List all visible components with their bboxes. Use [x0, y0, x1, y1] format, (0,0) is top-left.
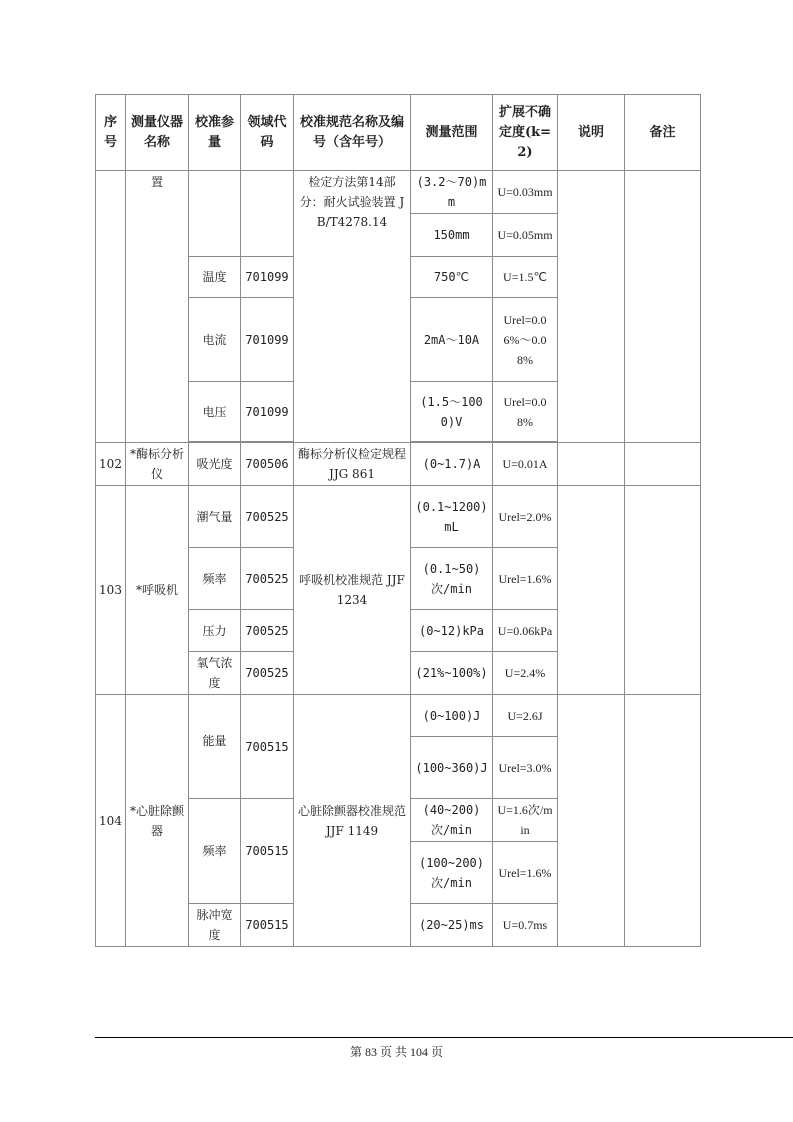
param-cell: 电流	[189, 298, 241, 382]
remark-cell	[625, 443, 701, 486]
param-cell: 电压	[189, 382, 241, 442]
code-cell: 700515	[241, 695, 294, 799]
spec-cell: 心脏除颤器校准规范 JJF 1149	[294, 695, 411, 947]
range-cell: 150mm	[411, 214, 493, 257]
range-cell: 2mA～10A	[411, 298, 493, 382]
seq-cell: 103	[96, 486, 126, 695]
code-cell: 700515	[241, 904, 294, 947]
range-cell: (100~360)J	[411, 737, 493, 799]
range-cell: (0~12)kPa	[411, 610, 493, 652]
uncertainty-cell: Urel=1.6%	[493, 548, 558, 610]
param-cell: 氧气浓度	[189, 652, 241, 695]
table-row	[96, 171, 701, 214]
instrument-cell: 置	[126, 171, 189, 443]
code-cell: 700525	[241, 652, 294, 695]
range-cell: (3.2～70)mm	[411, 171, 493, 214]
instrument-cell: *酶标分析仪	[126, 443, 189, 486]
param-cell: 频率	[189, 548, 241, 610]
header-range: 测量范围	[411, 95, 493, 171]
uncertainty-cell: U=1.5℃	[493, 257, 558, 298]
uncertainty-cell: U=2.4%	[493, 652, 558, 695]
param-cell: 频率	[189, 799, 241, 904]
code-cell: 700506	[241, 443, 294, 486]
remark-cell	[625, 171, 701, 443]
instrument-cell: *呼吸机	[126, 486, 189, 695]
footer-divider	[95, 1037, 793, 1038]
param-cell: 压力	[189, 610, 241, 652]
page-footer: 第 83 页 共 104 页	[349, 1045, 443, 1059]
uncertainty-cell: Urel=3.0%	[493, 737, 558, 799]
param-cell	[189, 171, 241, 257]
uncertainty-cell: Urel=1.6%	[493, 842, 558, 904]
uncertainty-cell: Urel=0.06%～0.08%	[493, 298, 558, 382]
uncertainty-cell: Urel=0.08%	[493, 382, 558, 442]
uncertainty-cell: Urel=2.0%	[493, 486, 558, 548]
code-cell: 700525	[241, 548, 294, 610]
spec-cell: 呼吸机校准规范 JJF 1234	[294, 486, 411, 695]
range-cell: (0~1.7)A	[411, 443, 493, 486]
range-cell: (21%~100%)	[411, 652, 493, 695]
note-cell	[558, 443, 625, 486]
param-cell: 脉冲宽度	[189, 904, 241, 947]
range-cell: (40~200)次/min	[411, 799, 493, 842]
range-cell: (20~25)ms	[411, 904, 493, 947]
uncertainty-cell: U=0.05mm	[493, 214, 558, 257]
uncertainty-cell: U=0.03mm	[493, 171, 558, 214]
range-cell: (0.1~1200)mL	[411, 486, 493, 548]
code-cell: 700525	[241, 486, 294, 548]
remark-cell	[625, 486, 701, 695]
table-row	[96, 695, 701, 737]
code-cell	[241, 171, 294, 257]
header-seq: 序号	[96, 95, 126, 171]
range-cell: (100~200)次/min	[411, 842, 493, 904]
header-instrument: 测量仪器名称	[126, 95, 189, 171]
uncertainty-cell: U=0.01A	[493, 443, 558, 486]
header-remark: 备注	[625, 95, 701, 171]
header-note: 说明	[558, 95, 625, 171]
uncertainty-cell: U=1.6次/min	[493, 799, 558, 842]
seq-cell: 102	[96, 443, 126, 486]
note-cell	[558, 695, 625, 947]
header-row	[96, 95, 701, 171]
calibration-table	[95, 94, 701, 947]
range-cell: (0.1~50)次/min	[411, 548, 493, 610]
range-cell: (0~100)J	[411, 695, 493, 737]
param-cell: 能量	[189, 695, 241, 799]
header-param: 校准参量	[189, 95, 241, 171]
note-cell	[558, 171, 625, 443]
spec-cell: 酶标分析仪检定规程 JJG 861	[294, 443, 411, 486]
spec-cell: 检定方法第14部分：耐火试验装置 JB/T4278.14	[294, 171, 411, 443]
code-cell: 701099	[241, 298, 294, 382]
remark-cell	[625, 695, 701, 947]
header-uncertainty: 扩展不确定度(k=2)	[493, 95, 558, 171]
header-spec: 校准规范名称及编号（含年号）	[294, 95, 411, 171]
range-cell: (1.5～1000)V	[411, 382, 493, 442]
code-cell: 700515	[241, 799, 294, 904]
range-cell: 750℃	[411, 257, 493, 298]
param-cell: 温度	[189, 257, 241, 298]
uncertainty-cell: U=0.7ms	[493, 904, 558, 947]
table-row	[96, 443, 701, 486]
header-code: 领域代码	[241, 95, 294, 171]
param-cell: 吸光度	[189, 443, 241, 486]
table-row	[96, 486, 701, 548]
instrument-cell: *心脏除颤器	[126, 695, 189, 947]
code-cell: 701099	[241, 382, 294, 442]
uncertainty-cell: U=0.06kPa	[493, 610, 558, 652]
seq-cell: 104	[96, 695, 126, 947]
uncertainty-cell: U=2.6J	[493, 695, 558, 737]
param-cell: 潮气量	[189, 486, 241, 548]
seq-cell	[96, 171, 126, 443]
code-cell: 700525	[241, 610, 294, 652]
note-cell	[558, 486, 625, 695]
code-cell: 701099	[241, 257, 294, 298]
